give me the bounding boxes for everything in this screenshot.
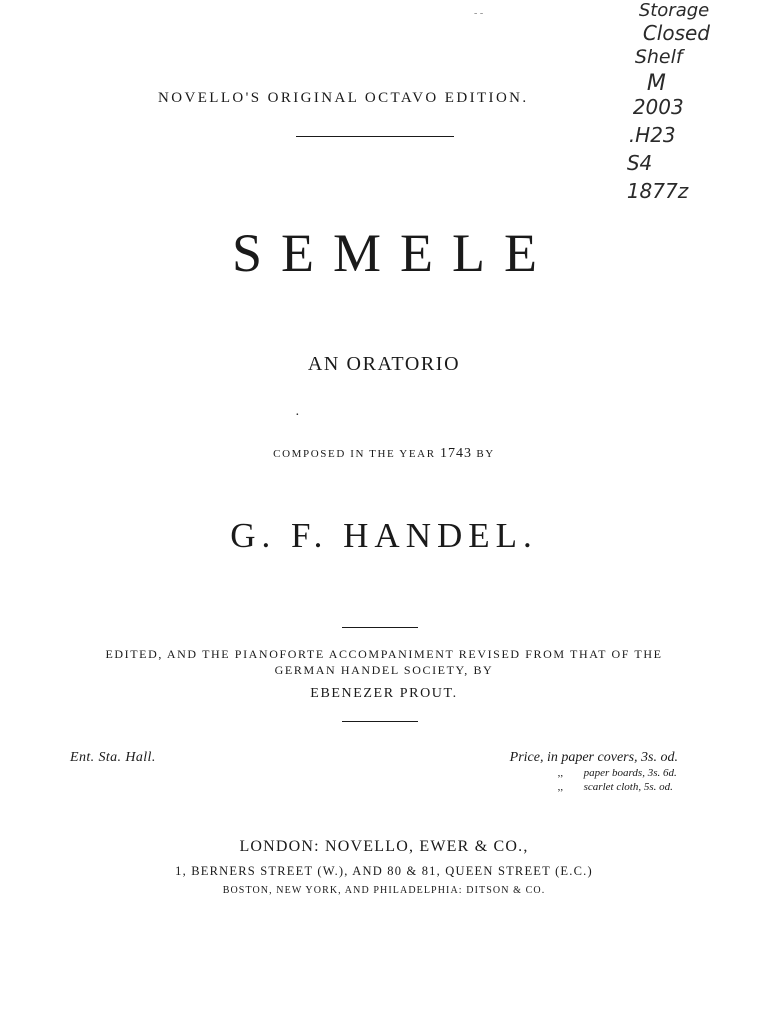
subtitle: AN ORATORIO (307, 353, 461, 375)
price-scarlet-cloth (510, 780, 678, 794)
editor-credit-line-2: GERMAN HANDEL SOCIETY, BY (274, 663, 494, 677)
ditto-mark: ,, (557, 767, 564, 779)
handwritten-line: 1877z (626, 179, 689, 203)
entry-note: Ent. Sta. Hall. (70, 750, 156, 765)
stray-mark: - - (474, 8, 484, 19)
price-paper-covers: Price, in paper covers, 3s. od. (509, 750, 678, 765)
handwritten-line: Storage (638, 0, 710, 21)
publisher-name: LONDON: NOVELLO, EWER & CO., (239, 838, 529, 855)
editor-credit-line-1: EDITED, AND THE PIANOFORTE ACCOMPANIMENT REVISED FROM THAT OF THE (105, 647, 663, 661)
handwritten-line: .H23 (628, 123, 676, 147)
divider-middle (342, 627, 418, 628)
price-list (510, 750, 678, 794)
ornament-dot: · (295, 408, 300, 423)
handwritten-line: Closed (642, 21, 710, 45)
handwritten-line: S4 (626, 151, 653, 175)
handwritten-line: M (646, 71, 666, 96)
composed-line (0, 446, 768, 462)
edition-heading: NOVELLO'S ORIGINAL OCTAVO EDITION. (158, 90, 529, 106)
divider-top (296, 136, 454, 137)
handwritten-line: Shelf (634, 46, 683, 68)
publisher-agents: BOSTON, NEW YORK, AND PHILADELPHIA: DITSON & CO. (222, 885, 546, 896)
ditto-mark: ,, (557, 781, 564, 793)
page-title: SEMELE (232, 223, 556, 283)
price-paper-boards (510, 766, 678, 780)
composed-prefix: COMPOSED IN THE YEAR (273, 448, 436, 460)
divider-lower (342, 721, 418, 722)
handwritten-line: 2003 (632, 95, 684, 119)
handwritten-call-number (625, 0, 710, 201)
composed-suffix: BY (476, 448, 495, 460)
price-cloth-text: scarlet cloth, 5s. od. (583, 781, 673, 793)
composed-year: 1743 (440, 446, 472, 461)
editor-name: EBENEZER PROUT. (310, 686, 458, 701)
composer-name: G. F. HANDEL. (230, 516, 538, 555)
price-boards-text: paper boards, 3s. 6d. (583, 767, 677, 779)
publisher-address: 1, BERNERS STREET (W.), AND 80 & 81, QUEEN STREET (E.C.) (175, 864, 593, 878)
